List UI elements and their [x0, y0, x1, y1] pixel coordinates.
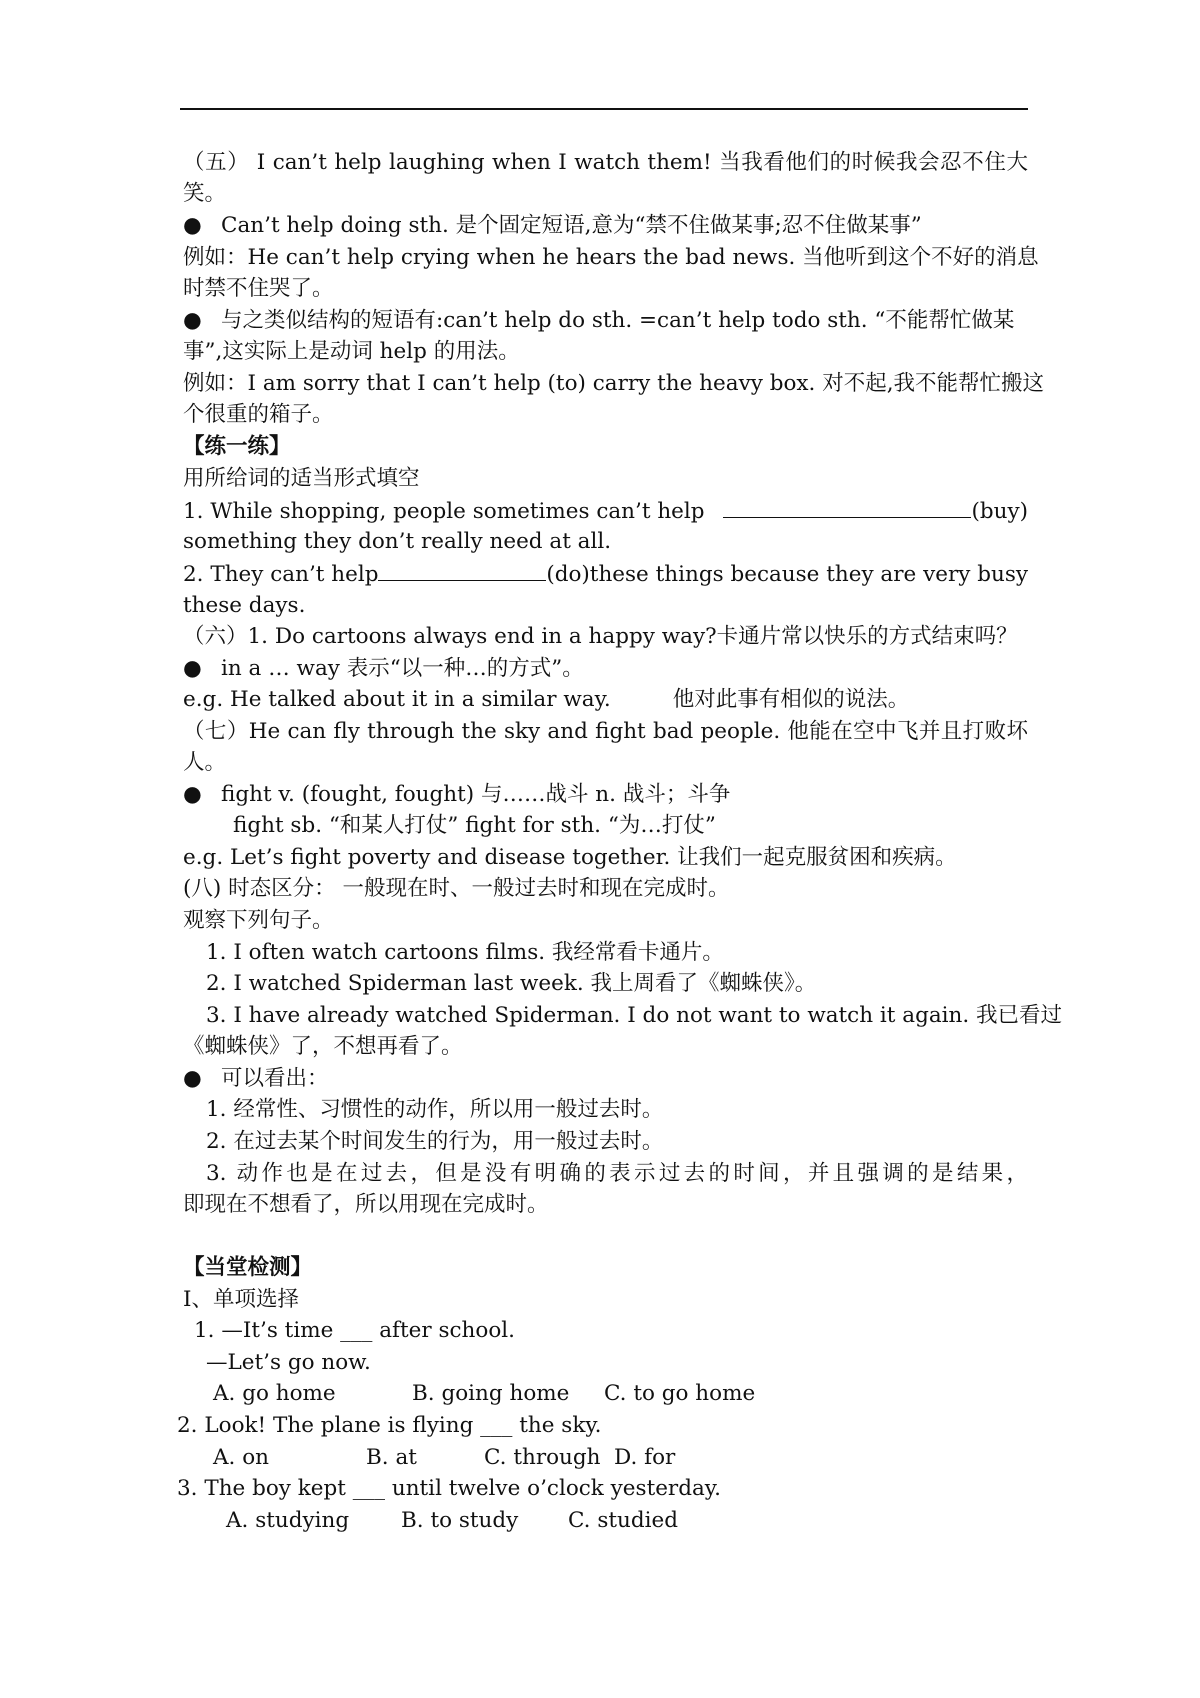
- example-line: 个很重的箱子。: [183, 402, 334, 427]
- section-6-line-1: （六）1. Do cartoons always end in a happy way?卡通片常以快乐的方式结束吗？: [183, 624, 1018, 649]
- question-answer: [723, 495, 1028, 527]
- bullet-item: [183, 1063, 1028, 1094]
- section-7-line-2: 人。: [183, 750, 227, 775]
- mc-options-3: [226, 1505, 1071, 1536]
- bullet-text: 与之类似结构的短语有:can’t help do sth. =can’t help todo sth. “不能帮忙做某: [221, 308, 1015, 333]
- example-line: 例如：I am sorry that I can’t help (to) carry the heavy box. 对不起,我不能帮忙搬这: [183, 371, 1045, 396]
- option-b[interactable]: B. to study: [401, 1508, 519, 1533]
- mc-question-1-reply: —Let’s go now.: [206, 1350, 371, 1375]
- section-7-line-1: （七）He can fly through the sky and fight bad people. 他能在空中飞并且打败坏: [183, 719, 1028, 744]
- sentence-continuation: 《蜘蛛侠》了，不想再看了。: [183, 1034, 463, 1059]
- option-c[interactable]: C. through: [484, 1445, 601, 1470]
- answer-blank[interactable]: [378, 558, 546, 581]
- bullet-icon: ●: [183, 782, 202, 807]
- sentence-item: 2. I watched Spiderman last week. 我上周看了《蜘蛛侠》。: [206, 971, 817, 996]
- sentence-item: 3. I have already watched Spiderman. I do not want to watch it again. 我已看过: [206, 1003, 1063, 1028]
- bullet-icon: ●: [183, 656, 202, 681]
- bullet-text: fight v. (fought, fought) 与……战斗 n. 战斗；斗争: [221, 782, 731, 807]
- sentence-item: 1. I often watch cartoons films. 我经常看卡通片。: [206, 940, 724, 965]
- bullet-icon: ●: [183, 213, 202, 238]
- bullet-text: in a … way 表示“以一种…的方式”。: [221, 656, 584, 681]
- option-c[interactable]: C. to go home: [604, 1381, 756, 1406]
- section-5-line-1: （五） I can’t help laughing when I watch them! 当我看他们的时候我会忍不住大: [183, 150, 1028, 175]
- option-b[interactable]: B. going home: [412, 1381, 570, 1406]
- bullet-icon: ●: [183, 308, 202, 333]
- mc-options-2: [213, 1442, 1058, 1473]
- mc-question-3: 3. The boy kept ___ until twelve o’clock yesterday.: [177, 1476, 721, 1501]
- answer-blank[interactable]: [723, 495, 971, 518]
- note-item: 2. 在过去某个时间发生的行为，用一般过去时。: [206, 1129, 664, 1154]
- bullet-text: Can’t help doing sth. 是个固定短语,意为“禁不住做某事;忍不住做某事”: [221, 213, 922, 238]
- example-line: 时禁不住哭了。: [183, 276, 334, 301]
- bullet-item: [183, 779, 1028, 810]
- section-8-line-2: 观察下列句子。: [183, 908, 334, 933]
- bullet-item: [183, 653, 1028, 684]
- option-d[interactable]: D. for: [614, 1445, 676, 1470]
- practice-question-2: [183, 558, 1028, 590]
- bullet-item: [183, 210, 1028, 241]
- example-line: e.g. Let’s fight poverty and disease together. 让我们一起克服贫困和疾病。: [183, 845, 957, 870]
- test-heading: 【当堂检测】: [183, 1255, 313, 1280]
- mc-question-2: 2. Look! The plane is flying ___ the sky.: [177, 1413, 602, 1438]
- example-line: 例如：He can’t help crying when he hears the bad news. 当他听到这个不好的消息: [183, 245, 1039, 270]
- option-c[interactable]: C. studied: [568, 1508, 678, 1533]
- bullet-text-cont: 事”,这实际上是动词 help 的用法。: [183, 339, 520, 364]
- option-a[interactable]: A. on: [213, 1445, 269, 1470]
- note-item: 1. 经常性、习惯性的动作，所以用一般过去时。: [206, 1097, 664, 1122]
- practice-instruction: 用所给词的适当形式填空: [183, 466, 420, 491]
- bullet-item: [183, 305, 1028, 336]
- practice-heading: 【练一练】: [183, 434, 291, 459]
- mc-options-1: [213, 1378, 1058, 1409]
- bullet-text: 可以看出：: [221, 1066, 329, 1091]
- header-rule: [180, 108, 1028, 110]
- mc-question-1: 1. —It’s time ___ after school.: [194, 1318, 515, 1343]
- example-english: e.g. He talked about it in a similar way.: [183, 687, 611, 712]
- question-continuation: something they don’t really need at all.: [183, 529, 612, 554]
- option-b[interactable]: B. at: [366, 1445, 417, 1470]
- example-chinese: 他对此事有相似的说法。: [672, 687, 910, 712]
- question-text: 1. While shopping, people sometimes can’t help: [183, 499, 705, 524]
- question-hint: (buy): [971, 499, 1028, 524]
- question-text: (do)these things because they are very busy: [546, 562, 1028, 587]
- section-8-line-1: (八) 时态区分： 一般现在时、一般过去时和现在完成时。: [183, 876, 730, 901]
- practice-question-1: [183, 495, 1028, 527]
- question-text: 2. They can’t help: [183, 562, 379, 587]
- note-item: 3. 动作也是在过去，但是没有明确的表示过去的时间，并且强调的是结果，: [206, 1161, 1028, 1186]
- example-line: [183, 684, 1028, 715]
- question-continuation: these days.: [183, 593, 306, 618]
- section-5-line-2: 笑。: [183, 181, 227, 206]
- note-continuation: 即现在不想看了，所以用现在完成时。: [183, 1192, 549, 1217]
- bullet-icon: ●: [183, 1066, 202, 1091]
- phrase-line: fight sb. “和某人打仗” fight for sth. “为…打仗”: [233, 813, 716, 838]
- test-part-title: I、单项选择: [183, 1287, 299, 1312]
- option-a[interactable]: A. go home: [213, 1381, 336, 1406]
- option-a[interactable]: A. studying: [226, 1508, 350, 1533]
